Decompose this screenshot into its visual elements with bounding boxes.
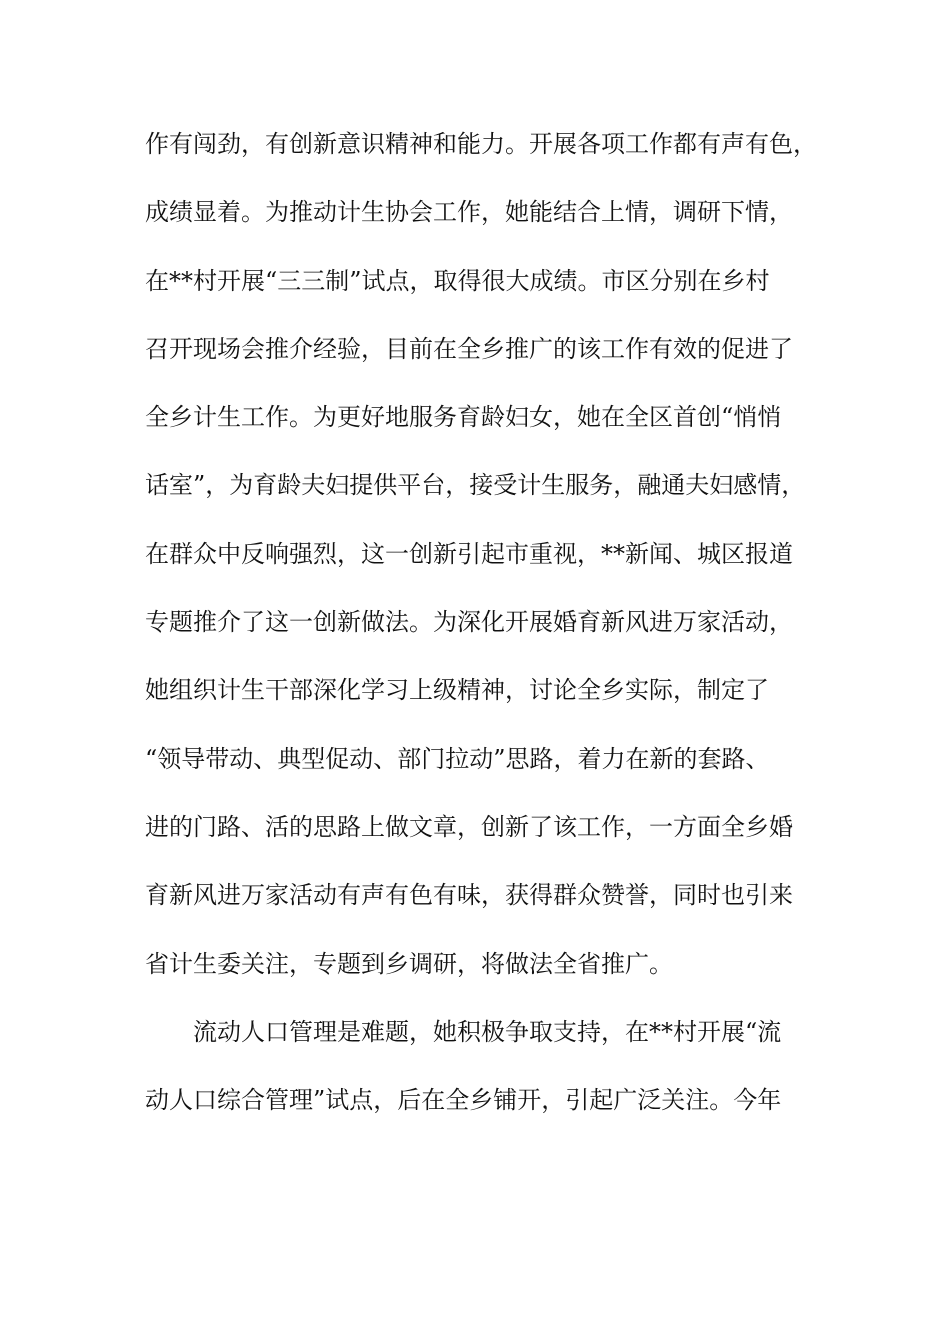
text-line: “领导带动、典型促动、部门拉动”思路，着力在新的套路、: [145, 744, 770, 773]
text-line: 进的门路、活的思路上做文章，创新了该工作，一方面全乡婚: [145, 812, 793, 841]
text-line: 专题推介了这一创新做法。为深化开展婚育新风进万家活动，: [145, 608, 793, 637]
body-text: [145, 129, 835, 1153]
text-line: 在**村开展“三三制”试点，取得很大成绩。市区分别在乡村: [145, 266, 770, 295]
text-line: 在群众中反响强烈，这一创新引起市重视，**新闻、城区报道: [145, 539, 793, 568]
text-line: 成绩显着。为推动计生协会工作，她能结合上情，调研下情，: [145, 198, 793, 227]
paragraph-start-line: 流动人口管理是难题，她积极争取支持，在**村开展“流: [193, 1017, 782, 1046]
text-line: 话室”，为育龄夫妇提供平台，接受计生服务，融通夫妇感情，: [145, 471, 806, 500]
text-line: 动人口综合管理”试点，后在全乡铺开，引起广泛关注。今年: [145, 1086, 782, 1115]
text-line: 她组织计生干部深化学习上级精神，讨论全乡实际，制定了: [145, 676, 769, 705]
text-line: 育新风进万家活动有声有色有味，获得群众赞誉，同时也引来: [145, 881, 793, 910]
text-line: 召开现场会推介经验，目前在全乡推广的该工作有效的促进了: [145, 334, 793, 363]
text-line: 作有闯劲，有创新意识精神和能力。开展各项工作都有声有色，: [145, 130, 817, 158]
text-line: 省计生委关注，专题到乡调研，将做法全省推广。: [145, 949, 673, 978]
text-line: 全乡计生工作。为更好地服务育龄妇女，她在全区首创“悄悄: [145, 403, 782, 432]
